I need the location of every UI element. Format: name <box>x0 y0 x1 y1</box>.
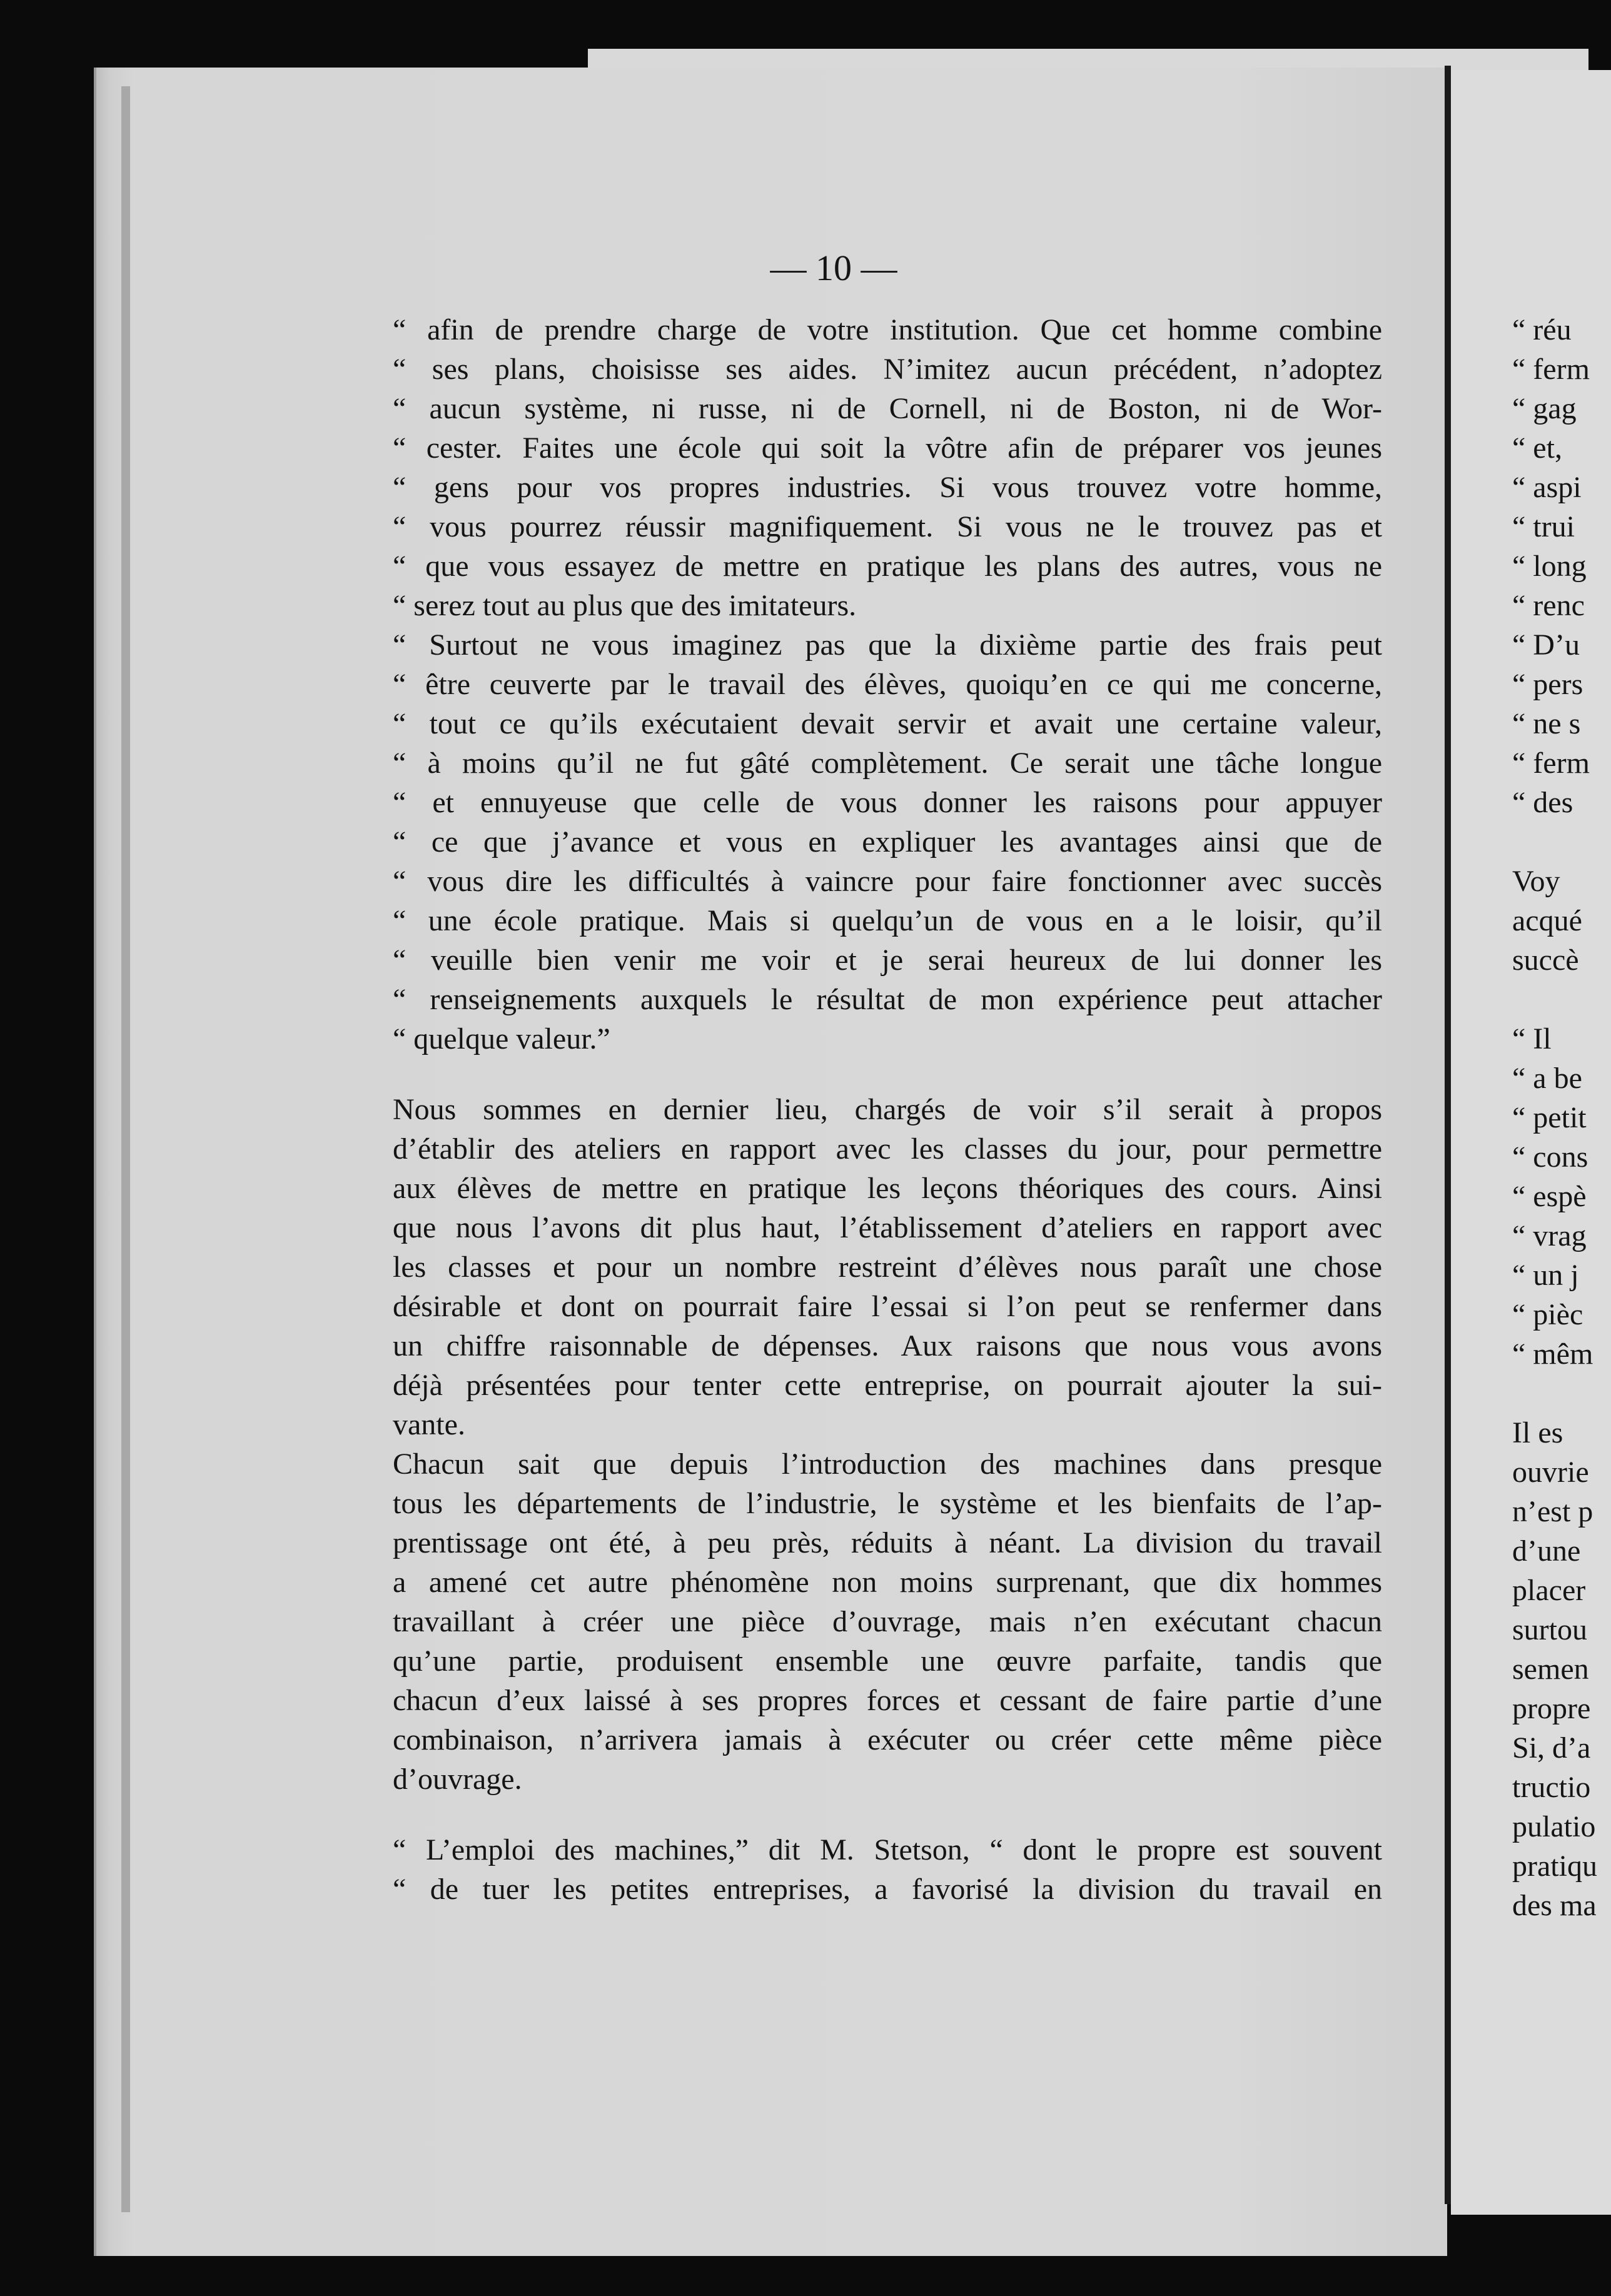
right-page-line: “ mêm <box>1512 1337 1593 1371</box>
right-page-line: “ pièc <box>1512 1298 1583 1331</box>
right-page-line: “ pers <box>1512 668 1583 701</box>
text-line: tous les départements de l’industrie, le système et les bienfaits de l’ap- <box>393 1487 1382 1520</box>
right-page-line: “ D’u <box>1512 628 1580 662</box>
text-line: déjà présentées pour tenter cette entreprise, on pourrait ajouter la sui- <box>393 1369 1382 1402</box>
text-line: combinaison, n’arrivera jamais à exécuter ou créer cette même pièce <box>393 1723 1382 1756</box>
right-page-line: des ma <box>1512 1889 1597 1922</box>
right-page-text-fragments <box>1512 310 1611 1925</box>
right-page-line: semen <box>1512 1653 1589 1686</box>
right-page-line: “ renc <box>1512 589 1585 622</box>
right-page-line: “ des <box>1512 786 1573 819</box>
paragraph-gap <box>393 1059 1382 1090</box>
right-page-line: n’est p <box>1512 1495 1593 1528</box>
right-page-line: tructio <box>1512 1771 1591 1804</box>
text-line: “ L’emploi des machines,” dit M. Stetson, “ dont le propre est souvent <box>393 1833 1382 1866</box>
right-page-line: Il es <box>1512 1416 1563 1449</box>
right-page-line: propre <box>1512 1692 1591 1725</box>
text-line: désirable et dont on pourrait faire l’essai si l’on peut se renfermer dans <box>393 1290 1382 1323</box>
right-page-line <box>1512 980 1611 1019</box>
page-number: — 10 — <box>770 248 897 288</box>
book-gutter <box>1445 66 1451 2204</box>
text-line: “ gens pour vos propres industries. Si vous trouvez votre homme, <box>393 471 1382 504</box>
text-line: “ vous pourrez réussir magnifiquement. Si vous ne le trouvez pas et <box>393 510 1382 543</box>
text-line: prentissage ont été, à peu près, réduits à néant. La division du travail <box>393 1526 1382 1559</box>
text-line: “ serez tout au plus que des imitateurs. <box>393 589 857 622</box>
right-page-line: “ petit <box>1512 1101 1587 1134</box>
right-page-line: “ aspi <box>1512 471 1582 504</box>
text-line: les classes et pour un nombre restreint d’élèves nous paraît une chose <box>393 1251 1382 1284</box>
text-line: “ et ennuyeuse que celle de vous donner les raisons pour appuyer <box>393 786 1382 819</box>
text-line: “ à moins qu’il ne fut gâté complètement. Ce serait une tâche longue <box>393 747 1382 780</box>
right-page-line <box>1512 822 1611 862</box>
right-page-line: pulatio <box>1512 1810 1596 1843</box>
text-line: “ veuille bien venir me voir et je serai heureux de lui donner les <box>393 944 1382 977</box>
scan-top-edge <box>588 49 1588 70</box>
text-line: que nous l’avons dit plus haut, l’établissement d’ateliers en rapport avec <box>393 1211 1382 1244</box>
page-fold-shadow <box>121 86 130 2212</box>
text-line: aux élèves de mettre en pratique les leçons théoriques des cours. Ainsi <box>393 1172 1382 1205</box>
right-page-line: succè <box>1512 944 1579 977</box>
right-page-line: “ ne s <box>1512 707 1581 740</box>
text-line: “ que vous essayez de mettre en pratique les plans des autres, vous ne <box>393 550 1382 583</box>
text-line: “ être ceuverte par le travail des élèves, quoiqu’en ce qui me concerne, <box>393 668 1382 701</box>
text-line: un chiffre raisonnable de dépenses. Aux raisons que nous vous avons <box>393 1329 1382 1362</box>
text-line: “ vous dire les difficultés à vaincre pour faire fonctionner avec succès <box>393 865 1382 898</box>
paragraph-gap <box>393 1799 1382 1830</box>
text-line: Nous sommes en dernier lieu, chargés de voir s’il serait à propos <box>393 1093 1382 1126</box>
text-line: “ une école pratique. Mais si quelqu’un de vous en a le loisir, qu’il <box>393 904 1382 937</box>
text-line: Chacun sait que depuis l’introduction des machines dans presque <box>393 1448 1382 1481</box>
right-page-line: “ cons <box>1512 1140 1588 1174</box>
text-line: “ aucun système, ni russe, ni de Cornell, ni de Boston, ni de Wor- <box>393 392 1382 425</box>
text-line: qu’une partie, produisent ensemble une œuvre parfaite, tandis que <box>393 1644 1382 1678</box>
right-page-line: “ espè <box>1512 1180 1587 1213</box>
text-line: a amené cet autre phénomène non moins surprenant, que dix hommes <box>393 1566 1382 1599</box>
text-line: vante. <box>393 1408 465 1441</box>
right-page-line: surtou <box>1512 1613 1587 1646</box>
right-page-line: “ ferm <box>1512 353 1590 386</box>
text-line: d’ouvrage. <box>393 1763 522 1796</box>
right-page-line: d’une <box>1512 1534 1581 1568</box>
right-page-line: ouvrie <box>1512 1456 1589 1489</box>
right-page-line: “ vrag <box>1512 1219 1587 1252</box>
text-line: “ quelque valeur.” <box>393 1022 610 1055</box>
right-page-line: “ et, <box>1512 431 1562 465</box>
text-line: d’établir des ateliers en rapport avec les classes du jour, pour permettre <box>393 1132 1382 1166</box>
text-line: “ ce que j’avance et vous en expliquer les avantages ainsi que de <box>393 825 1382 858</box>
text-line: “ tout ce qu’ils exécutaient devait servir et avait une certaine valeur, <box>393 707 1382 740</box>
right-page-line: “ long <box>1512 550 1587 583</box>
right-page-line: pratiqu <box>1512 1850 1597 1883</box>
right-page-line: “ a be <box>1512 1062 1582 1095</box>
right-page-line: “ Il <box>1512 1022 1552 1055</box>
right-page-line: “ trui <box>1512 510 1575 543</box>
right-page-line: Si, d’a <box>1512 1731 1591 1765</box>
right-page-line: Voy <box>1512 865 1560 898</box>
right-page-line: “ réu <box>1512 313 1572 346</box>
right-page-line <box>1512 1374 1611 1413</box>
text-line: “ Surtout ne vous imaginez pas que la dixième partie des frais peut <box>393 628 1382 662</box>
right-page-line: “ un j <box>1512 1259 1579 1292</box>
text-line: travaillant à créer une pièce d’ouvrage, mais n’en exécutant chacun <box>393 1605 1382 1638</box>
text-line: “ de tuer les petites entreprises, a favorisé la division du travail en <box>393 1873 1382 1906</box>
right-page-line: “ gag <box>1512 392 1577 425</box>
text-line: “ renseignements auxquels le résultat de mon expérience peut attacher <box>393 983 1382 1016</box>
right-page-line: acqué <box>1512 904 1582 937</box>
text-line: “ afin de prendre charge de votre institution. Que cet homme combine <box>393 313 1382 346</box>
main-text-column <box>393 310 1382 1909</box>
right-page-line: “ ferm <box>1512 747 1590 780</box>
text-line: chacun d’eux laissé à ses propres forces et cessant de faire partie d’une <box>393 1684 1382 1717</box>
right-page-line: placer <box>1512 1574 1586 1607</box>
text-line: “ cester. Faites une école qui soit la vôtre afin de préparer vos jeunes <box>393 431 1382 465</box>
text-line: “ ses plans, choisisse ses aides. N’imitez aucun précédent, n’adoptez <box>393 353 1382 386</box>
